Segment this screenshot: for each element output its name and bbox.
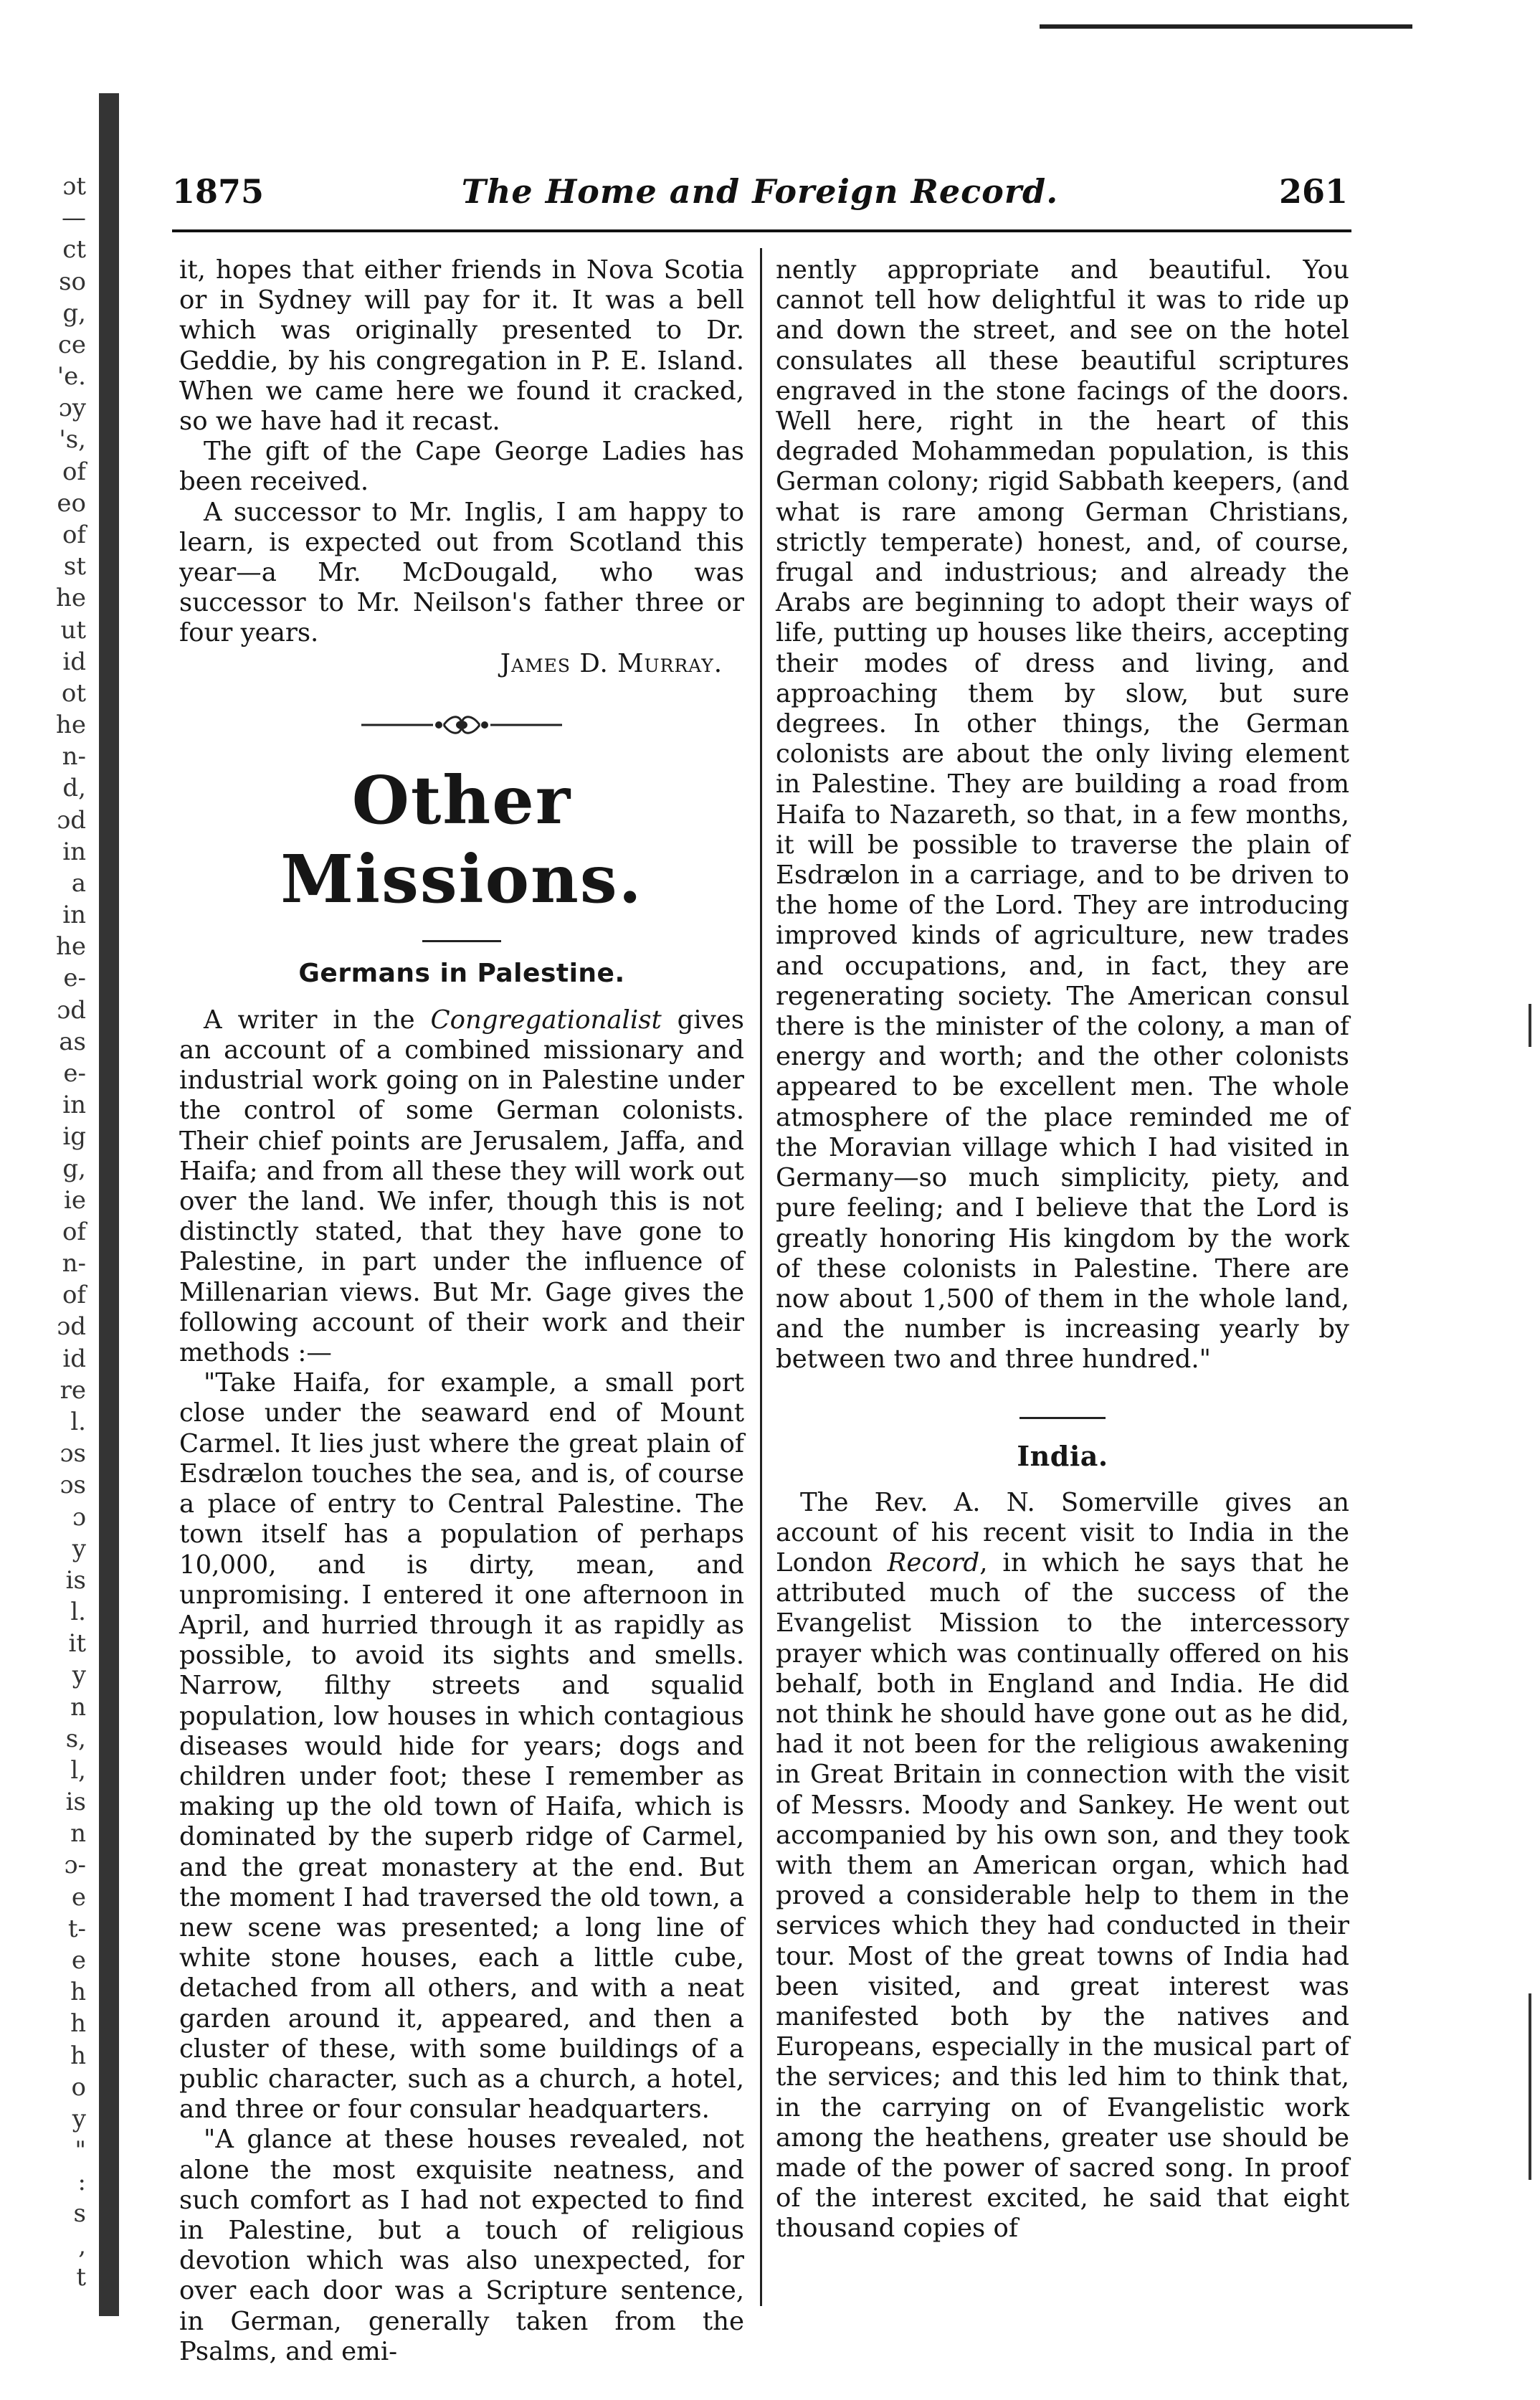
margin-fragment: ie	[64, 1185, 86, 1215]
margin-fragment: id	[62, 647, 86, 676]
margin-fragment: ɔt	[62, 172, 86, 201]
margin-fragment: in	[62, 837, 86, 866]
margin-fragment: h	[70, 2041, 86, 2070]
margin-fragment: ɔd	[57, 805, 86, 835]
margin-fragment: g,	[62, 1154, 86, 1183]
margin-fragment: eo	[57, 488, 86, 518]
ornamental-divider	[179, 703, 744, 746]
margin-fragment: h	[70, 1978, 86, 2007]
header-year: 1875	[172, 172, 265, 211]
margin-fragment: t	[76, 2262, 86, 2292]
paragraph: A successor to Mr. Inglis, I am happy to learn, is expected out from Scotland this year—a Mr. McDougald, who was successor to Mr. Neilson's father three or four years.	[179, 497, 744, 648]
margin-fragment: of	[62, 1217, 86, 1246]
margin-fragment: he	[55, 584, 86, 613]
margin-fragment: s,	[65, 1724, 86, 1753]
margin-fragment: of	[62, 520, 86, 549]
margin-fragment: in	[62, 901, 86, 930]
article-heading: India.	[1017, 1439, 1108, 1472]
margin-fragment: ot	[61, 678, 86, 708]
header-title: The Home and Foreign Record.	[461, 172, 1059, 211]
margin-fragment: l.	[70, 1598, 86, 1627]
margin-fragment: ct	[62, 235, 86, 265]
margin-fragment: g,	[62, 298, 86, 328]
margin-fragment: id	[62, 1344, 86, 1373]
paragraph: The gift of the Cape George Ladies has been received.	[179, 437, 744, 497]
margin-fragment: —	[62, 204, 86, 233]
short-rule	[1019, 1417, 1106, 1419]
margin-fragment: e-	[63, 1059, 86, 1088]
margin-fragment: "	[75, 2136, 86, 2166]
left-column	[179, 255, 744, 2367]
edge-artifact	[1529, 1004, 1531, 1047]
header-page-number: 261	[1278, 172, 1348, 211]
margin-fragment: ce	[57, 330, 86, 359]
margin-fragment: ut	[60, 615, 86, 645]
margin-fragment: a	[71, 868, 86, 898]
margin-fragment: e-	[63, 964, 86, 993]
margin-fragment: t-	[67, 1914, 86, 1943]
margin-fragment: 's,	[59, 425, 86, 455]
page-header	[172, 172, 1348, 215]
margin-fragment: of	[62, 457, 86, 486]
header-rule	[172, 229, 1351, 232]
margin-fragment: e	[71, 1882, 86, 1912]
margin-fragment: 'e.	[57, 362, 86, 392]
margin-fragment: as	[59, 1027, 86, 1056]
section-heading: Other Missions.	[280, 761, 643, 918]
margin-fragment: ɔy	[58, 394, 86, 423]
margin-fragment: n	[70, 1692, 86, 1722]
margin-fragment: so	[59, 267, 86, 296]
paragraph: "Take Haifa, for example, a small port close under the seaward end of Mount Carmel. It lies just where the great plain of Esdrælon touches the sea, and is, of course a place of entry to Central Palestine. The town itself has a population of perhaps 10,000, and is dirty, mean, and unpromising. I entered it one afternoon in April, and hurried through it as rapidly as possible, to avoid its sights and smells. Narrow, filthy streets and squalid population, low houses in which contagious diseases would hide for years; dogs and children under foot; these I remember as making up the old town of Haifa, which is dominated by the superb ridge of Carmel, and the great monastery at the end. But the moment I had traversed the old town, a new scene was presented; a long line of white stone houses, each a little cube, detached from all others, and with a neat garden around it, appeared, and then a cluster of these, with some buildings of a public character, such as a church, a hotel, and three or four consular headquarters.	[179, 1368, 744, 2125]
edge-artifact	[1529, 1993, 1531, 2180]
margin-fragment: re	[60, 1375, 86, 1405]
article-heading: Germans in Palestine.	[298, 958, 625, 988]
margin-fragment: l,	[70, 1755, 86, 1785]
column-divider	[760, 248, 762, 2306]
margin-fragment: d,	[62, 774, 86, 803]
margin-fragment: ɔd	[57, 995, 86, 1025]
margin-fragment: is	[65, 1788, 86, 1817]
margin-fragment: :	[77, 2168, 86, 2197]
paragraph: it, hopes that either friends in Nova Scotia or in Sydney will pay for it. It was a bell which was originally presented to Dr. Geddie, by his congregation in P. E. Island. When we came here we found it cracked, so we have had it recast.	[179, 255, 744, 437]
paragraph: nently appropriate and beautiful. You cannot tell how delightful it was to ride up and down the street, and see on the hotel consulates all these beautiful scriptures engraved in the stone facings of the doors. Well here, right in the heart of this degraded Mohammedan population, is this German colony; rigid Sabbath keepers, (and what is rare among German Christians, strictly temperate) honest, and, of course, frugal and industrious; and already the Arabs are beginning to adopt their ways of life, putting up houses like theirs, accepting their modes of dress and living, and approaching them by slow, but sure degrees. In other things, the German colonists are about the only living element in Palestine. They are building a road from Haifa to Nazareth, so that, in a few months, it will be possible to traverse the plain of Esdrælon in a carriage, and to be driven to the home of the Lord. They are introducing improved kinds of agriculture, new trades and occupations, and, in fact, they are regenerating society. The American consul there is the minister of the colony, a man of energy and worth; and the other colonists appeared to be excellent men. The whole atmosphere of the place reminded me of the Moravian village which I had visited in Germany—so much simplicity, piety, and pure feeling; and I believe that the Lord is greatly honoring His kingdom by the work of these colonists in Palestine. There are now about 1,500 of them in the whole land, and the number is increasing yearly by between two and three hundred."	[776, 255, 1349, 1375]
margin-fragment: o	[71, 2072, 86, 2102]
publication-name: Record	[887, 1547, 980, 1578]
margin-fragment: he	[55, 932, 86, 962]
margin-fragment: e	[71, 1946, 86, 1976]
margin-fragment: in	[62, 1091, 86, 1120]
binding-shadow	[99, 93, 119, 2316]
margin-fragment: he	[55, 711, 86, 740]
margin-fragment: ɔs	[60, 1439, 86, 1469]
margin-fragment: is	[65, 1565, 86, 1595]
margin-fragment: y	[72, 1661, 86, 1690]
paragraph: "A glance at these houses revealed, not alone the most exquisite neatness, and such comfort as I had not expected to find in Palestine, but a touch of religious devotion which was also unexpected, for over each door was a Scripture sentence, in German, generally taken from the Psalms, and emi-	[179, 2125, 744, 2366]
margin-fragment: n	[70, 1819, 86, 1849]
right-column	[776, 255, 1349, 2244]
margin-fragment: it	[68, 1629, 86, 1659]
margin-fragment: ɔ	[72, 1502, 86, 1532]
margin-fragment: n-	[62, 742, 86, 772]
top-decorative-rule	[1040, 24, 1412, 29]
margin-fragment: h	[70, 2009, 86, 2039]
margin-fragment: of	[62, 1281, 86, 1310]
margin-fragment: s	[73, 2199, 86, 2229]
margin-fragment: ɔd	[57, 1312, 86, 1342]
signature: James D. Murray.	[500, 648, 723, 678]
margin-fragment: ɔ-	[64, 1851, 86, 1880]
facing-page-margin-fragments	[0, 172, 93, 2323]
ornament-icon	[354, 711, 569, 739]
margin-fragment: ,	[78, 2231, 86, 2260]
margin-fragment: n-	[62, 1249, 86, 1279]
paragraph: A writer in the Congregationalist gives an account of a combined missionary and industrial work going on in Palestine under the control of some German colonists. Their chief points are Jerusalem, Jaffa, and Haifa; and from all these they will work out over the land. We infer, though this is not distinctly stated, that they have gone to Palestine, in part under the influence of Millenarian views. But Mr. Gage gives the following account of their work and their methods :—	[179, 1005, 744, 1368]
short-rule	[422, 940, 501, 942]
margin-fragment: ig	[62, 1122, 86, 1152]
margin-fragment: y	[72, 1534, 86, 1563]
paragraph: The Rev. A. N. Somerville gives an account of his recent visit to India in the London Record, in which he says that he attributed much of the success of the Evangelist Mission to the intercessory prayer which was continually offered on his behalf, both in England and India. He did not think he should have gone out as he did, had it not been for the religious awakening in Great Britain in connection with the visit of Messrs. Moody and Sankey. He went out accompanied by his own son, and they took with them an American organ, which had proved a considerable help to them in the services which they had conducted in their tour. Most of the great towns of India had been visited, and great interest was manifested both by the natives and Europeans, especially in the musical part of the services; and this led him to think that, in the carrying on of Evangelistic work among the heathens, greater use should be made of the power of sacred song. In proof of the interest excited, he said that eight thousand copies of	[776, 1487, 1349, 2244]
margin-fragment: l.	[70, 1407, 86, 1436]
margin-fragment: ɔs	[60, 1471, 86, 1500]
publication-name: Congregationalist	[430, 1005, 662, 1035]
margin-fragment: st	[63, 552, 86, 582]
margin-fragment: y	[72, 2104, 86, 2133]
